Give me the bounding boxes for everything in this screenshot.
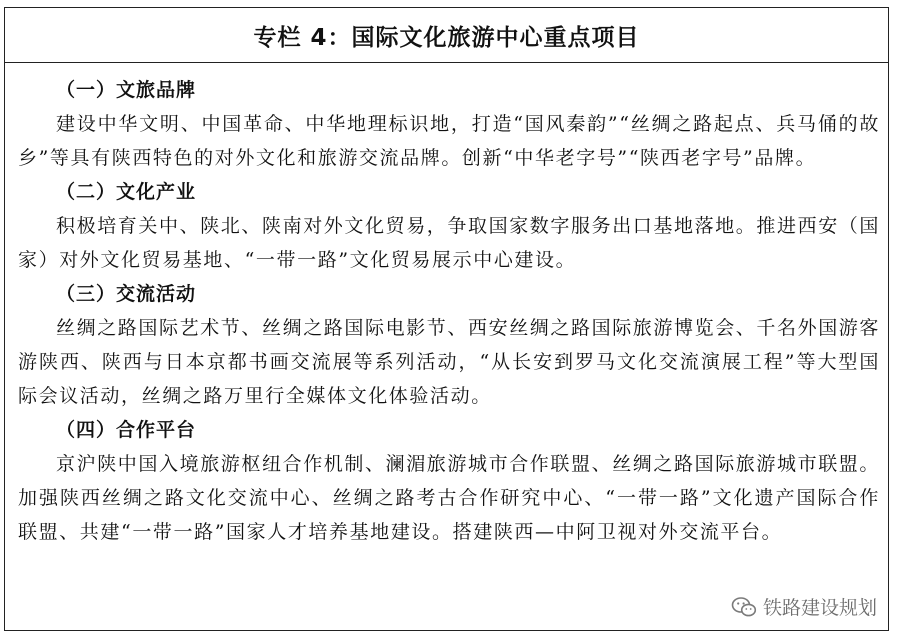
section-platform — [18, 413, 880, 549]
section-paragraph: 京沪陕中国入境旅游枢纽合作机制、澜湄旅游城市合作联盟、丝绸之路国际旅游城市联盟。加强陕西丝绸之路文化交流中心、丝绸之路考古合作研究中心、“一带一路”文化遗产国际合作联盟、共建“一带一路”国家人才培养基地建设。搭建陕西—中阿卫视对外交流平台。 — [18, 453, 881, 543]
section-heading: （二）文化产业 — [56, 181, 197, 203]
watermark — [731, 593, 877, 620]
section-heading: （四）合作平台 — [56, 419, 197, 441]
section-paragraph: 积极培育关中、陕北、陕南对外文化贸易，争取国家数字服务出口基地落地。推进西安（国家）对外文化贸易基地、“一带一路”文化贸易展示中心建设。 — [18, 215, 881, 271]
section-paragraph: 丝绸之路国际艺术节、丝绸之路国际电影节、西安丝绸之路国际旅游博览会、千名外国游客游陕西、陕西与日本京都书画交流展等系列活动，“从长安到罗马文化交流演展工程”等大型国际会议活动，丝绸之路万里行全媒体文化体验活动。 — [18, 317, 881, 407]
project-box — [4, 7, 889, 631]
section-paragraph: 建设中华文明、中国革命、中华地理标识地，打造“国风秦韵”“丝绸之路起点、兵马俑的故乡”等具有陕西特色的对外文化和旅游交流品牌。创新“中华老字号”“陕西老字号”品牌。 — [18, 113, 880, 169]
box-title: 专栏 4：国际文化旅游中心重点项目 — [5, 8, 888, 63]
section-heading: （三）交流活动 — [56, 283, 197, 305]
section-industry — [18, 175, 880, 277]
section-heading: （一）文旅品牌 — [56, 79, 197, 101]
wechat-icon — [731, 596, 757, 618]
section-brand — [18, 73, 880, 175]
box-content — [5, 63, 888, 549]
watermark-text: 铁路建设规划 — [762, 597, 877, 619]
section-activities — [18, 277, 880, 413]
